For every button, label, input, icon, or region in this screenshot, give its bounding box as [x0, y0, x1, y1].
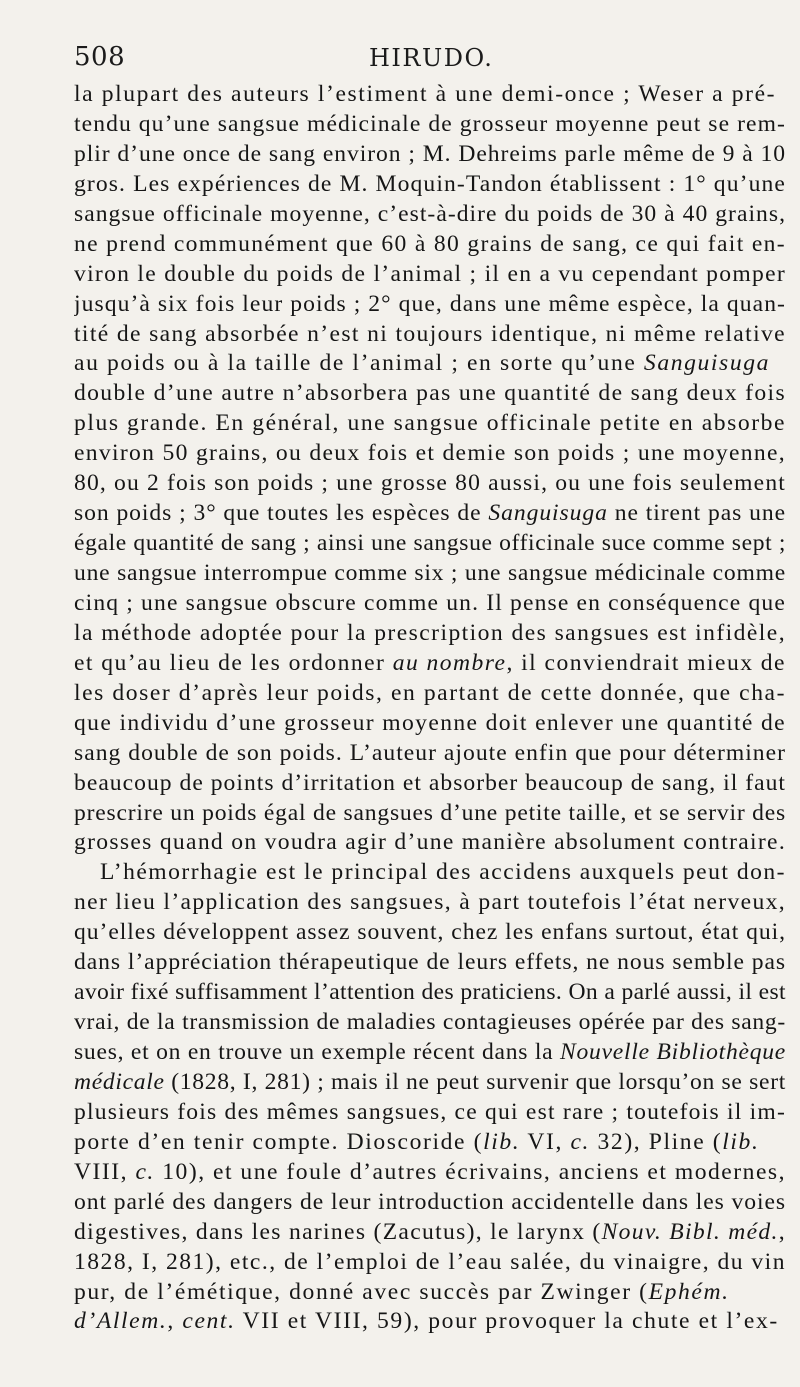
text-segment: vrai, de la transmission de maladies contagieuses opérée par des sang-: [74, 1009, 786, 1036]
text-line: [74, 1218, 794, 1248]
text-segment: la plupart des auteurs l’estiment à une demi-once ; Weser a pré-: [74, 81, 777, 107]
text-segment: ne prend communément que 60 à 80 grains de sang, ce qui fait en-: [74, 230, 786, 257]
text-segment: ont parlé des dangers de leur introduction accidentelle dans les voies: [74, 1188, 786, 1215]
text-segment: ne tirent pas une: [607, 500, 787, 527]
text-segment: sues, et on en trouve un exemple récent dans la: [74, 1039, 560, 1065]
text-segment: ,: [778, 1218, 786, 1245]
text-segment: tendu qu’une sangsue médicinale de grosseur moyenne peut se rem-: [74, 110, 786, 137]
text-segment: L’hémorrhagie est le principal des accidens auxquels peut don-: [100, 859, 787, 886]
text-line: [74, 439, 794, 469]
text-line: [74, 888, 794, 918]
text-line: [74, 679, 794, 709]
italic-text: lib.: [722, 1128, 760, 1155]
text-segment: gros. Les expériences de M. Moquin-Tandon établissent : 1° qu’une: [74, 170, 786, 197]
text-line: [74, 200, 794, 230]
text-line: [74, 559, 794, 589]
italic-text: c.: [135, 1158, 155, 1185]
text-line: [74, 799, 794, 829]
text-line: [74, 978, 794, 1008]
italic-text: d’Allem.: [74, 1308, 168, 1335]
text-segment: beaucoup de points d’irritation et absorber beaucoup de sang, il faut: [74, 769, 786, 796]
text-line: [74, 918, 794, 948]
text-segment: tité de sang absorbée n’est ni toujours identique, ni même relative: [74, 320, 786, 347]
text-line: [74, 1008, 794, 1038]
text-segment: que individu d’une grosseur moyenne doit enlever une quantité de: [74, 709, 787, 736]
text-line: [74, 1068, 794, 1098]
text-line: [74, 290, 794, 320]
text-segment: (1828, I, 281) ; mais il ne peut survenir que lorsqu’on se sert: [164, 1068, 786, 1095]
text-line: [74, 1158, 794, 1188]
text-segment: VII et VIII, 59), pour provoquer la chute et l’ex-: [235, 1308, 779, 1335]
text-line: [74, 619, 794, 649]
text-segment: cinq ; une sangsue obscure comme un. Il pense en conséquence que: [74, 589, 786, 616]
text-line: [74, 80, 794, 110]
text-line: [74, 858, 794, 888]
italic-text: médicale: [74, 1068, 165, 1095]
text-line: [74, 1098, 794, 1128]
text-segment: la méthode adoptée pour la prescription des sangsues est infidèle,: [74, 619, 787, 646]
italic-text: Sanguisuga: [488, 500, 608, 527]
text-line: [74, 739, 794, 769]
text-segment: avoir fixé suffisamment l’attention des praticiens. On a parlé aussi, il est: [74, 979, 786, 1006]
text-line: [74, 709, 794, 739]
text-line: [74, 409, 794, 439]
text-line: [74, 260, 794, 290]
italic-text: cent.: [182, 1308, 236, 1335]
text-segment: pur, de l’émétique, donné avec succès par Zwinger (: [74, 1278, 649, 1305]
page-number: 508: [74, 42, 126, 72]
text-line: [74, 828, 794, 858]
italic-text: au nombre: [392, 649, 507, 676]
text-segment: digestives, dans les narines (Zacutus), le larynx (: [74, 1218, 602, 1245]
text-line: [74, 529, 794, 559]
italic-text: Ephém.: [648, 1278, 730, 1305]
text-line: [74, 230, 794, 260]
text-line: [74, 1038, 794, 1068]
page-header: [74, 36, 774, 76]
text-line: [74, 140, 794, 170]
text-line: [74, 1128, 794, 1158]
text-segment: sangsue officinale moyenne, c’est-à-dire du poids de 30 à 40 grains,: [74, 200, 787, 227]
text-segment: dans l’appréciation thérapeutique de leurs effets, ne nous semble pas: [74, 949, 786, 976]
text-line: [74, 379, 794, 409]
text-segment: jusqu’à six fois leur poids ; 2° que, dans une même espèce, la quan-: [74, 290, 786, 317]
text-segment: au poids ou à la taille de l’animal ; en sorte qu’une: [74, 350, 644, 377]
text-line: [74, 170, 794, 200]
text-segment: porte d’en tenir compte. Dioscoride (: [74, 1128, 484, 1155]
text-segment: environ 50 grains, ou deux fois et demie son poids ; une moyenne,: [74, 440, 786, 467]
text-line: [74, 349, 794, 379]
text-line: [74, 469, 794, 499]
text-segment: une sangsue interrompue comme six ; une sangsue médicinale comme: [74, 560, 786, 586]
text-segment: égale quantité de sang ; ainsi une sangsue officinale suce comme sept ;: [74, 530, 786, 557]
text-segment: ner lieu l’application des sangsues, à part toutefois l’état nerveux,: [74, 889, 787, 916]
italic-text: Sanguisuga: [643, 350, 771, 377]
text-segment: 10), et une foule d’autres écrivains, anciens et modernes,: [154, 1158, 787, 1185]
body-text: [74, 80, 794, 1337]
text-segment: VIII,: [74, 1158, 136, 1185]
text-line: [74, 649, 794, 679]
text-segment: plir d’une once de sang environ ; M. Dehreims parle même de 9 à 10: [74, 140, 786, 167]
text-line: [74, 589, 794, 619]
text-segment: double d’une autre n’absorbera pas une quantité de sang deux fois: [74, 380, 786, 407]
text-line: [74, 948, 794, 978]
text-line: [74, 769, 794, 799]
text-line: [74, 1188, 794, 1218]
text-line: [74, 110, 794, 140]
text-line: [74, 1248, 794, 1278]
text-line: [74, 320, 794, 350]
text-segment: plus grande. En général, une sangsue officinale petite en absorbe: [74, 410, 787, 437]
text-line: [74, 1278, 794, 1308]
text-segment: sang double de son poids. L’auteur ajoute enfin que pour déterminer: [74, 739, 787, 766]
text-segment: VI,: [520, 1128, 571, 1155]
text-segment: viron le double du poids de l’animal ; il en a vu cependant pomper: [74, 260, 786, 287]
text-segment: 1828, I, 281), etc., de l’emploi de l’eau salée, du vinaigre, du vin: [74, 1248, 786, 1275]
italic-text: Nouv. Bibl. méd.: [601, 1218, 779, 1245]
text-segment: 32), Pline (: [590, 1128, 723, 1155]
text-segment: prescrire un poids égal de sangsues d’une petite taille, et se servir des: [74, 799, 786, 826]
text-line: [74, 499, 794, 529]
text-segment: 80, ou 2 fois son poids ; une grosse 80 aussi, ou une fois seulement: [74, 470, 786, 497]
text-segment: grosses quand on voudra agir d’une manière absolument contraire.: [74, 829, 787, 856]
italic-text: Nouvelle Bibliothèque: [560, 1039, 787, 1065]
text-segment: ,: [167, 1308, 183, 1335]
italic-text: c.: [570, 1128, 591, 1155]
text-segment: plusieurs fois des mêmes sangsues, ce qui est rare ; toutefois il im-: [74, 1098, 787, 1125]
text-segment: son poids ; 3° que toutes les espèces de: [74, 500, 489, 527]
text-segment: les doser d’après leur poids, en partant de cette donnée, que cha-: [74, 679, 787, 706]
text-segment: , il conviendrait mieux de: [506, 649, 786, 676]
text-line: [74, 1307, 794, 1337]
running-title: HIRUDO.: [369, 44, 494, 72]
text-segment: qu’elles développent assez souvent, chez les enfans surtout, état qui,: [74, 919, 786, 946]
text-segment: et qu’au lieu de les ordonner: [74, 649, 393, 676]
italic-text: lib.: [483, 1128, 521, 1155]
